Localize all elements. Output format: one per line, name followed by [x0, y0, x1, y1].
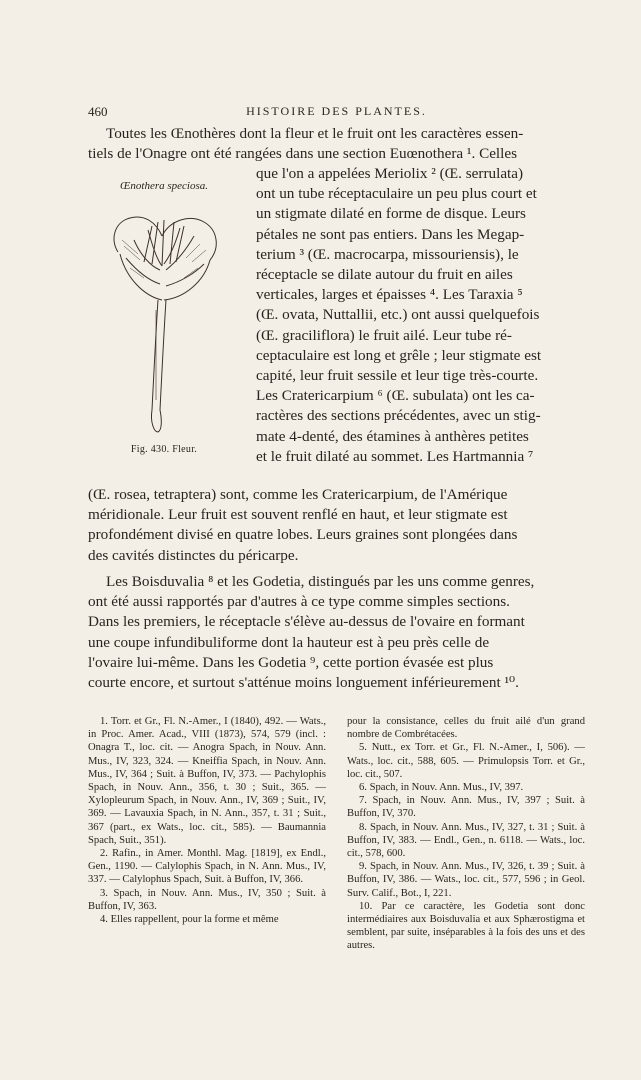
text-line: Les Cratericarpium ⁶ (Œ. subulata) ont les ca-	[256, 387, 535, 405]
text-line: un stigmate dilaté en forme de disque. Leurs	[256, 205, 526, 223]
text-line: une coupe infundibuliforme dont la hauteur est à peu près celle de	[88, 633, 490, 651]
text-line: capité, leur fruit sessile et leur tige très-courte.	[256, 367, 539, 385]
text-line: (Œ. graciliflora) le fruit ailé. Leur tube ré-	[256, 326, 512, 344]
side-paragraph	[256, 164, 585, 467]
continued-paragraph	[88, 485, 585, 566]
footnote: 3. Spach, in Nouv. Ann. Mus., IV, 350 ; Suit. à Buffon, IV, 363.	[88, 887, 326, 912]
text-line: des cavités distinctes du péricarpe.	[88, 546, 299, 564]
running-title: HISTOIRE DES PLANTES.	[246, 104, 427, 118]
figure-title: Œnothera speciosa.	[120, 180, 208, 192]
text-line: l'ovaire lui-même. Dans les Godetia ⁹, cette portion évasée est plus	[88, 653, 494, 671]
footnote: 2. Rafin., in Amer. Monthl. Mag. [1819], ex Endl., Gen., 1190. — Calylophis Spach, in N. Ann. Mus., IV, 337. — Calylophus Spach, Suit. à Buffon, IV, 366.	[88, 848, 326, 886]
text-line: mate 4-denté, des étamines à anthères petites	[256, 427, 529, 445]
footnotes-left-column	[88, 715, 326, 926]
footnote: 8. Spach, in Nouv. Ann. Mus., IV, 327, t. 31 ; Suit. à Buffon, IV, 383. — Endl., Gen., n. 6118. — Wats., loc. cit., 578, 600.	[347, 821, 585, 860]
footnote: 5. Nutt., ex Torr. et Gr., Fl. N.-Amer., I, 506). — Wats., loc. cit., 588, 605. — Primulopsis Torr. et Gr., loc. cit., 507.	[347, 742, 585, 780]
text-line: que l'on a appelées Meriolix ² (Œ. serrulata)	[256, 165, 524, 182]
footnote: 6. Spach, in Nouv. Ann. Mus., IV, 397.	[359, 782, 524, 794]
footnote: 10. Par ce caractère, les Godetia sont donc intermédiaires aux Boisduvalia et aux Sphærostigma et semblent, par suite, inséparables à la fois des uns et des autres.	[347, 900, 585, 952]
footnote: 9. Spach, in Nouv. Ann. Mus., IV, 326, t. 39 ; Suit. à Buffon, IV, 386. — Wats., loc. cit., 577, 596 ; in Geol. Surv. Calif., Bot., I, 221.	[347, 861, 585, 899]
figure-caption: Fig. 430. Fleur.	[130, 444, 198, 455]
text-line: ont été aussi rapportés par d'autres à ce type comme simples sections.	[88, 593, 510, 611]
footnotes-right-column	[347, 715, 585, 953]
footnote: 1. Torr. et Gr., Fl. N.-Amer., I (1840), 492. — Wats., in Proc. Amer. Acad., VIII (1873), 574, 579 (incl. : Onagra T., loc. cit. — Anogra Spach, in Nouv. Ann. Mus., IV, 323, 324. — Kneiffia Spach, in Nouv. Ann. Mus., IV, 364 ; Suit. à Buffon, IV, 373. — Pachylophis Spach, in Nouv. Ann., 356, t. 30 ; Suit., 365. — Xylopleurum Spach, in Nouv. Ann., IV, 369 ; Suit., IV, 369. — Lavauxia Spach, in N. Ann., 357, t. 31 ; Suit., 367 (part., ex Wats., loc. cit., 585). — Baumannia Spach, Suit., 351).	[88, 716, 326, 846]
text-line: et le fruit dilaté au sommet. Les Hartmannia ⁷	[256, 447, 534, 465]
footnote: pour la consistance, celles du fruit ailé d'un grand nombre de Combrétacées.	[347, 716, 585, 741]
text-line: (Œ. rosea, tetraptera) sont, comme les Cratericarpium, de l'Amérique	[88, 486, 508, 503]
text-line: tiels de l'Onagre ont été rangées dans une section Euœnothera ¹. Celles	[88, 145, 518, 163]
text-line: (Œ. ovata, Nuttallii, etc.) ont aussi quelquefois	[256, 306, 540, 324]
text-line: verticales, larges et épaisses ⁴. Les Taraxia ⁵	[256, 286, 523, 304]
text-line: terium ³ (Œ. macrocarpa, missouriensis), le	[256, 245, 519, 263]
flower-illustration	[100, 200, 228, 440]
footnote: 7. Spach, in Nouv. Ann. Mus., IV, 397 ; Suit. à Buffon, IV, 370.	[347, 795, 585, 820]
text-line: Les Boisduvalia ⁸ et les Godetia, distingués par les uns comme genres,	[106, 573, 535, 590]
page-number: 460	[88, 104, 108, 119]
text-line: réceptacle se dilate autour du fruit en ailes	[256, 266, 513, 284]
text-line: ceptaculaire est long et grêle ; leur stigmate est	[256, 346, 542, 364]
text-line: pétales ne sont pas entiers. Dans les Megap-	[256, 225, 525, 243]
intro-paragraph	[88, 124, 585, 164]
text-line: ractères des sections précédentes, avec un stig-	[256, 407, 541, 425]
flower-figure	[92, 180, 236, 470]
text-line: Dans les premiers, le réceptacle s'élève au-dessus de l'ovaire en formant	[88, 613, 525, 631]
running-header	[88, 104, 585, 120]
text-line: courte encore, et surtout s'atténue moins longuement inférieurement ¹⁰.	[88, 674, 519, 692]
text-line: Toutes les Œnothères dont la fleur et le fruit ont les caractères essen-	[106, 125, 524, 142]
second-paragraph	[88, 572, 585, 693]
text-line: méridionale. Leur fruit est souvent renflé en haut, et leur stigmate est	[88, 506, 508, 524]
footnote: 4. Elles rappellent, pour la forme et même	[100, 914, 279, 926]
text-line: ont un tube réceptaculaire un peu plus court et	[256, 185, 537, 203]
text-line: profondément divisé en quatre lobes. Leurs graines sont plongées dans	[88, 526, 518, 544]
